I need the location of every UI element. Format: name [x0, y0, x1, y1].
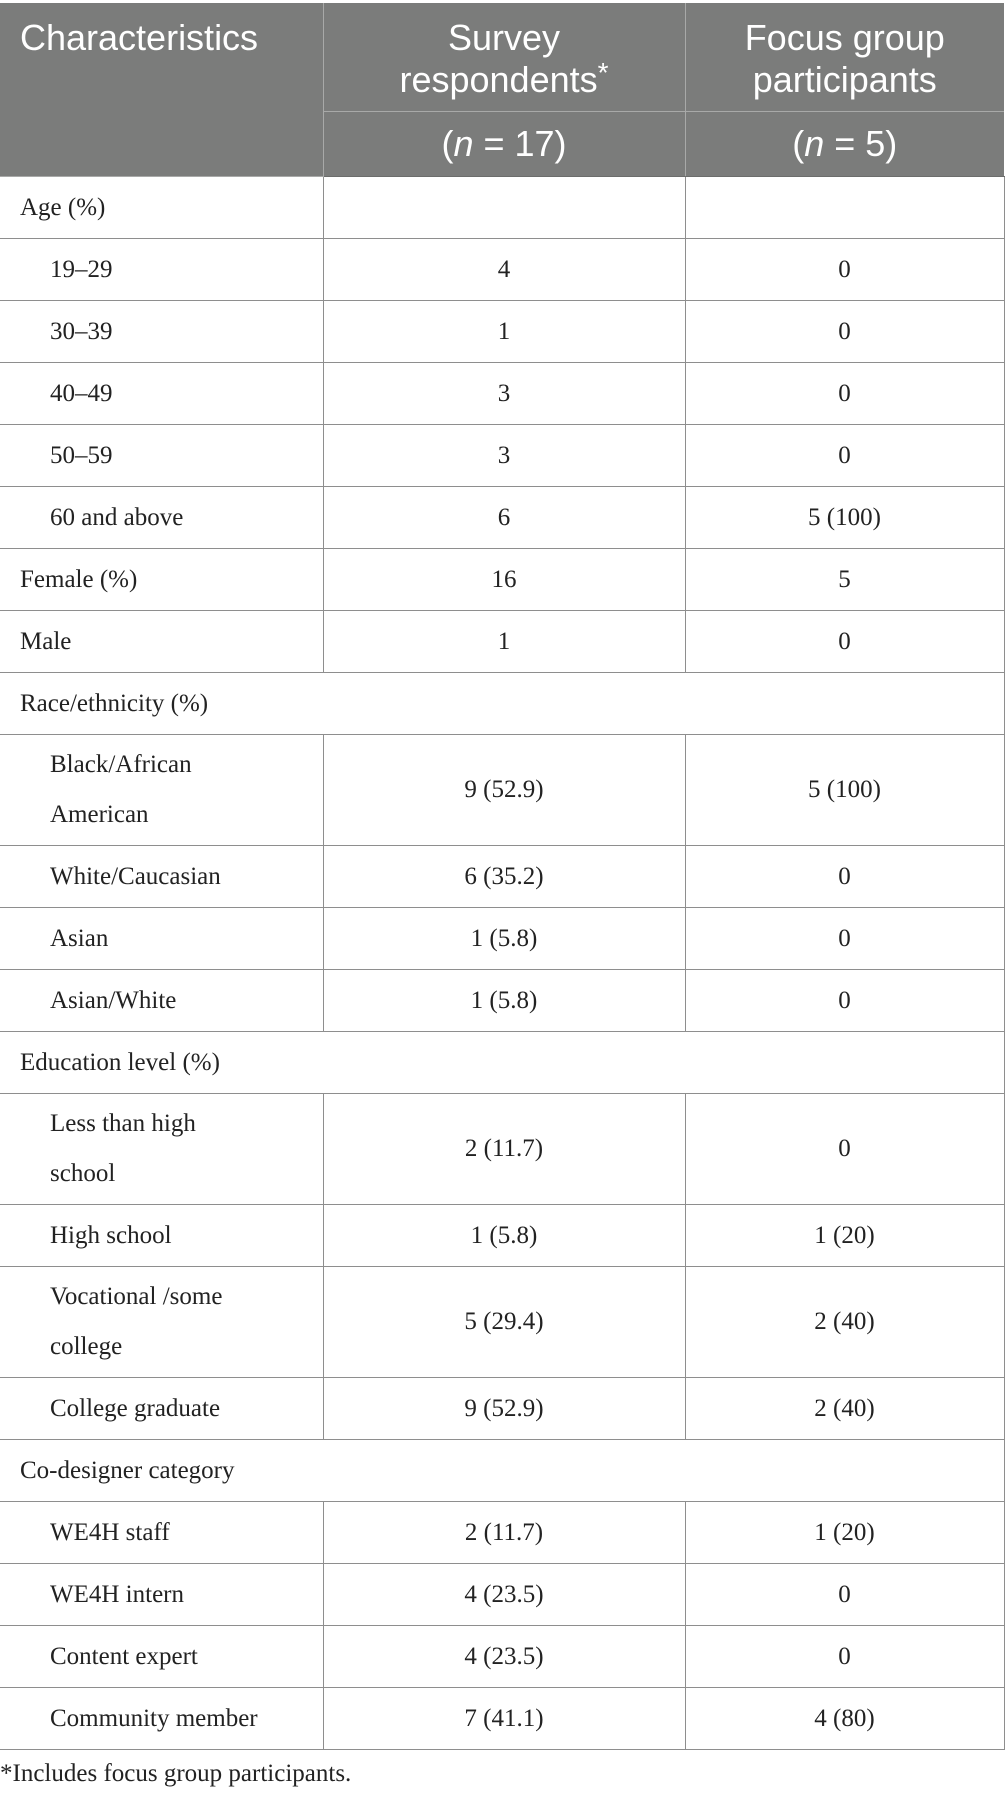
focus-value: 5	[685, 549, 1004, 611]
focus-value: 1 (20)	[685, 1502, 1004, 1564]
header-survey-line2: respondents	[399, 59, 598, 100]
table-row	[0, 1032, 1004, 1094]
row-label-line2: college	[50, 1333, 123, 1360]
row-label: 40–49	[0, 363, 323, 425]
table-row	[0, 487, 1004, 549]
focus-value: 0	[685, 301, 1004, 363]
row-label	[0, 1094, 323, 1205]
survey-value: 9 (52.9)	[323, 1378, 685, 1440]
row-label: Race/ethnicity (%)	[0, 673, 1004, 735]
header-survey-n	[323, 112, 685, 177]
focus-value: 0	[685, 425, 1004, 487]
table-body	[0, 177, 1004, 1750]
table-row	[0, 1205, 1004, 1267]
row-label: White/Caucasian	[0, 846, 323, 908]
header-survey-line1: Survey	[447, 17, 561, 58]
header-focus-line1: Focus group	[744, 17, 945, 58]
row-label: Male	[0, 611, 323, 673]
table-row	[0, 908, 1004, 970]
table-row	[0, 1267, 1004, 1378]
focus-n-value: = 5)	[824, 123, 898, 164]
row-label: 30–39	[0, 301, 323, 363]
row-label: College graduate	[0, 1378, 323, 1440]
focus-n-letter: n	[804, 123, 825, 164]
header-survey	[323, 3, 685, 112]
focus-value: 0	[685, 239, 1004, 301]
focus-value: 2 (40)	[685, 1378, 1004, 1440]
survey-value: 1 (5.8)	[323, 1205, 685, 1267]
table-row	[0, 549, 1004, 611]
table-row	[0, 735, 1004, 846]
table-row	[0, 1378, 1004, 1440]
focus-value: 4 (80)	[685, 1688, 1004, 1750]
table-row	[0, 611, 1004, 673]
survey-value: 3	[323, 425, 685, 487]
header-focus-line2: participants	[752, 59, 937, 100]
row-label: Community member	[0, 1688, 323, 1750]
table-row	[0, 1626, 1004, 1688]
header-focus	[685, 3, 1004, 112]
survey-value: 6	[323, 487, 685, 549]
survey-value: 5 (29.4)	[323, 1267, 685, 1378]
focus-value: 5 (100)	[685, 487, 1004, 549]
focus-value: 0	[685, 1094, 1004, 1205]
row-label	[0, 1267, 323, 1378]
table-row	[0, 970, 1004, 1032]
survey-value: 6 (35.2)	[323, 846, 685, 908]
table-row	[0, 1688, 1004, 1750]
row-label: High school	[0, 1205, 323, 1267]
row-label-line1: Less than high	[50, 1110, 196, 1137]
focus-value: 0	[685, 970, 1004, 1032]
table-row	[0, 1440, 1004, 1502]
table-row	[0, 1564, 1004, 1626]
table-row	[0, 239, 1004, 301]
survey-value: 1 (5.8)	[323, 908, 685, 970]
survey-value: 7 (41.1)	[323, 1688, 685, 1750]
table-row	[0, 1502, 1004, 1564]
row-label-line1: Black/African	[50, 751, 192, 778]
table-row	[0, 673, 1004, 735]
demographics-table	[0, 3, 1005, 1750]
focus-value: 0	[685, 846, 1004, 908]
survey-value: 1	[323, 611, 685, 673]
focus-value: 0	[685, 363, 1004, 425]
row-label-line2: school	[50, 1160, 116, 1187]
survey-value: 3	[323, 363, 685, 425]
focus-value: 0	[685, 1626, 1004, 1688]
row-label-line2: American	[50, 801, 149, 828]
header-row	[0, 3, 1004, 112]
focus-value: 0	[685, 611, 1004, 673]
header-focus-n	[685, 112, 1004, 177]
focus-n-open: (	[792, 123, 805, 164]
focus-value: 2 (40)	[685, 1267, 1004, 1378]
row-label: 60 and above	[0, 487, 323, 549]
row-label: Female (%)	[0, 549, 323, 611]
survey-value: 4	[323, 239, 685, 301]
focus-value: 0	[685, 908, 1004, 970]
row-label: Asian	[0, 908, 323, 970]
row-label	[0, 735, 323, 846]
survey-value: 2 (11.7)	[323, 1094, 685, 1205]
row-label: 19–29	[0, 239, 323, 301]
survey-value	[323, 177, 685, 239]
focus-value: 5 (100)	[685, 735, 1004, 846]
header-characteristics	[0, 3, 323, 177]
survey-value: 16	[323, 549, 685, 611]
survey-value: 1	[323, 301, 685, 363]
row-label: Content expert	[0, 1626, 323, 1688]
survey-value: 9 (52.9)	[323, 735, 685, 846]
row-label: WE4H staff	[0, 1502, 323, 1564]
header-characteristics-text: Characteristics	[20, 17, 259, 58]
row-label: Asian/White	[0, 970, 323, 1032]
table-row	[0, 301, 1004, 363]
row-label: 50–59	[0, 425, 323, 487]
survey-n-letter: n	[453, 123, 474, 164]
header-survey-mark: *	[597, 57, 609, 88]
table-row	[0, 1094, 1004, 1205]
survey-value: 2 (11.7)	[323, 1502, 685, 1564]
survey-n-open: (	[441, 123, 454, 164]
survey-n-value: = 17)	[473, 123, 567, 164]
survey-value: 4 (23.5)	[323, 1626, 685, 1688]
table-row	[0, 846, 1004, 908]
table-row	[0, 177, 1004, 239]
table-footnote: *Includes focus group participants.	[0, 1760, 352, 1787]
survey-value: 1 (5.8)	[323, 970, 685, 1032]
table-row	[0, 425, 1004, 487]
row-label: Co-designer category	[0, 1440, 1004, 1502]
row-label-line1: Vocational /some	[50, 1283, 223, 1310]
survey-value: 4 (23.5)	[323, 1564, 685, 1626]
row-label: Education level (%)	[0, 1032, 1004, 1094]
focus-value: 0	[685, 1564, 1004, 1626]
focus-value: 1 (20)	[685, 1205, 1004, 1267]
row-label: Age (%)	[0, 177, 323, 239]
row-label: WE4H intern	[0, 1564, 323, 1626]
focus-value	[685, 177, 1004, 239]
table-row	[0, 363, 1004, 425]
